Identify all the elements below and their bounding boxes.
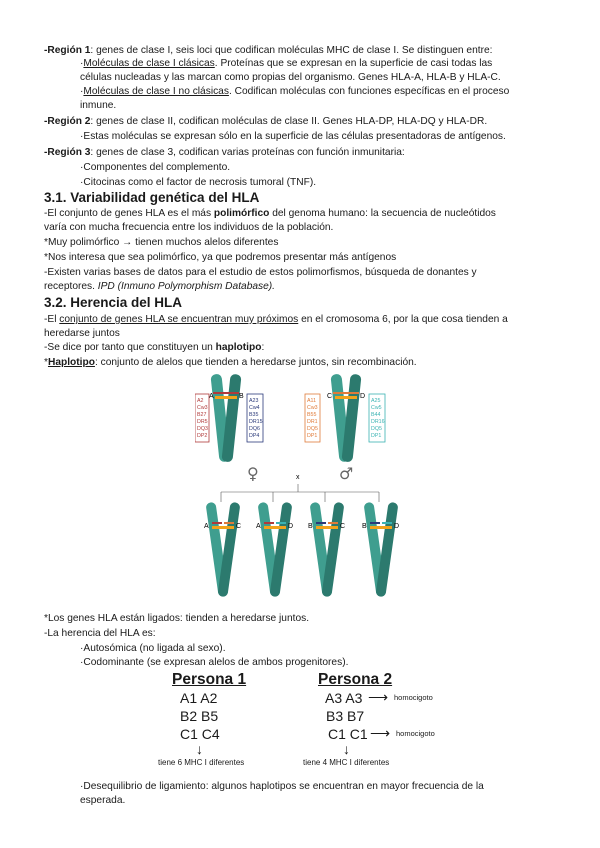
haplotipo-word: haplotipo: [215, 342, 262, 353]
haplotipo-def-word: Haplotipo: [47, 357, 95, 368]
father-label-c: C: [327, 393, 333, 400]
persona1-down-arrow-icon: ↓: [196, 741, 203, 757]
nonclassic-line: ·Moléculas de clase I no clásicas. Codifican moléculas con funciones específicas en el proceso: [80, 86, 510, 97]
svg-text:DQ6: DQ6: [249, 426, 260, 432]
s32-p1: -El conjunto de genes HLA se encuentran muy próximos en el cromosoma 6, por la que cosa tienden a: [44, 314, 508, 325]
s31-p4: -Existen varias bases de datos para el estudio de estos polimorfismos, búsqueda de donantes y: [44, 267, 477, 278]
final-t1: ·Desequilibrio de ligamiento: algunos haplotipos se encuentran en mayor frecuencia de la: [80, 781, 484, 792]
region2-line: [44, 115, 487, 128]
child4-right-label: D: [394, 523, 400, 530]
genes-proximos: conjunto de genes HLA se encuentran muy próximos: [59, 314, 299, 325]
svg-text:A11: A11: [307, 398, 317, 404]
classic-text2: células nucleadas y las marcan como propias del organismo. Genes HLA-A, HLA-B y HLA-C.: [80, 72, 501, 83]
s31-p1: -El conjunto de genes HLA es el más polimórfico del genoma humano: la secuencia de nucleótidos: [44, 208, 496, 219]
s32-p3: *Haplotipo: conjunto de alelos que tienden a heredarse juntos, sin recombinación.: [44, 357, 417, 368]
s31-p1d: varía con mucha frecuencia entre los individuos de la población.: [44, 222, 334, 233]
box1-alleles: [197, 398, 208, 439]
s31-p5: receptores. IPD (Inmuno Polymorphism Database).: [44, 281, 276, 292]
svg-text:DQ5: DQ5: [307, 426, 318, 432]
svg-text:DP1: DP1: [307, 433, 318, 439]
cross-symbol: x: [296, 474, 300, 481]
svg-text:Cw5: Cw5: [371, 405, 382, 411]
region1-line: [44, 44, 492, 57]
svg-text:Cw3: Cw3: [197, 405, 208, 411]
mother-label-b: B: [239, 393, 244, 400]
after-p1: *Los genes HLA están ligados: tienden a heredarse juntos.: [44, 613, 310, 624]
region2-label: -Región 2: [44, 116, 91, 127]
region1-text: : genes de clase I, seis loci que codifican moléculas MHC de clase I. Se distinguen entre:: [90, 45, 493, 56]
persona2-row-c: C1 C1: [328, 726, 368, 742]
child3-right-label: C: [340, 523, 346, 530]
male-symbol-icon: ♂: [339, 464, 354, 483]
region3-label: -Región 3: [44, 147, 91, 158]
svg-text:B35: B35: [249, 412, 259, 418]
persona2-down-arrow-icon: ↓: [343, 741, 350, 757]
nonclassic-text: . Codifican moléculas con funciones específicas en el proceso: [228, 86, 510, 97]
after-s1: ·Autosómica (no ligada al sexo).: [80, 643, 226, 654]
after-s2: ·Codominante (se expresan alelos de ambos progenitores).: [80, 657, 349, 668]
persona2-note: tiene 4 MHC I diferentes: [303, 758, 390, 767]
svg-text:DP4: DP4: [249, 433, 260, 439]
mother-chromosomes: [210, 374, 241, 463]
region2-text: : genes de clase II, codifican moléculas de clase II. Genes HLA-DP, HLA-DQ y HLA-DR.: [90, 116, 488, 127]
child-3: [310, 502, 345, 597]
svg-text:DR5: DR5: [197, 419, 208, 425]
homocigoto-label-2: homocigoto: [396, 729, 435, 738]
hla-inheritance-figure: [195, 366, 415, 606]
child1-right-label: C: [236, 523, 242, 530]
father-label-d: D: [360, 393, 366, 400]
svg-text:DQ5: DQ5: [371, 426, 382, 432]
homocigoto-arrow-icon-2: ⟶: [370, 725, 391, 741]
svg-text:DR16: DR16: [371, 419, 385, 425]
classic-line: ·Moléculas de clase I clásicas. Proteínas que se expresan en la superficie de casi todas las: [80, 58, 493, 69]
final-t2: esperada.: [80, 795, 126, 806]
region3-line: [44, 146, 405, 159]
s31-p3: *Nos interesa que sea polimórfico, ya que podremos presentar más antígenos: [44, 252, 397, 263]
region3-sub1: ·Componentes del complemento.: [80, 162, 231, 173]
child2-right-label: D: [288, 523, 294, 530]
child1-left-label: A: [204, 523, 209, 530]
section-3-1-title: 3.1. Variabilidad genética del HLA: [44, 190, 260, 205]
persona2-row-b: B3 B7: [326, 708, 365, 724]
svg-text:A23: A23: [249, 398, 259, 404]
polimorfico-word: polimórfico: [213, 208, 270, 219]
child-1: [206, 502, 241, 597]
homocigoto-arrow-icon-1: ⟶: [368, 689, 389, 705]
persona1-note: tiene 6 MHC I diferentes: [158, 758, 245, 767]
classic-title: Moléculas de clase I clásicas: [83, 58, 215, 69]
region1-label: -Región 1: [44, 45, 91, 56]
persona2-title: Persona 2: [318, 671, 393, 688]
homocigoto-label-1: homocigoto: [394, 693, 433, 702]
svg-text:Cw4: Cw4: [249, 405, 260, 411]
svg-text:DQ3: DQ3: [197, 426, 208, 432]
svg-text:DP2: DP2: [197, 433, 208, 439]
inheritance-connector: [221, 484, 379, 502]
child-4: [364, 502, 399, 597]
svg-text:B44: B44: [371, 412, 381, 418]
father-chromosomes: [330, 374, 361, 463]
svg-text:A25: A25: [371, 398, 381, 404]
svg-text:DR15: DR15: [249, 419, 263, 425]
section-3-2-title: 3.2. Herencia del HLA: [44, 295, 183, 310]
ipd-reference: IPD (Inmuno Polymorphism Database).: [97, 281, 276, 292]
box4-alleles: [371, 398, 385, 439]
nonclassic-text2: inmune.: [80, 100, 117, 111]
child3-left-label: B: [308, 523, 313, 530]
svg-text:B27: B27: [197, 412, 207, 418]
svg-text:DP1: DP1: [371, 433, 382, 439]
s32-p1d: heredarse juntos: [44, 328, 120, 339]
after-p2: -La herencia del HLA es:: [44, 628, 156, 639]
child4-left-label: B: [362, 523, 367, 530]
persona1-row-c: C1 C4: [180, 726, 220, 742]
nonclassic-title: Moléculas de clase I no clásicas: [83, 86, 229, 97]
child2-left-label: A: [256, 523, 261, 530]
s31-p2: *Muy polimórfico → tienen muchos alelos diferentes: [44, 237, 279, 248]
persona1-row-b: B2 B5: [180, 708, 219, 724]
child-2: [258, 502, 293, 597]
svg-text:Cw3: Cw3: [307, 405, 318, 411]
region3-text: : genes de clase 3, codifican varias proteínas con función inmunitaria:: [90, 147, 405, 158]
persona1-title: Persona 1: [172, 671, 247, 688]
svg-text:DR1: DR1: [307, 419, 318, 425]
persona1-row-a: A1 A2: [180, 690, 218, 706]
region3-sub2: ·Citocinas como el factor de necrosis tumoral (TNF).: [80, 177, 317, 188]
box2-alleles: [249, 398, 263, 439]
classic-text: . Proteínas que se expresan en la superficie de casi todas las: [214, 58, 493, 69]
persona2-row-a: A3 A3: [325, 690, 363, 706]
svg-text:B55: B55: [307, 412, 317, 418]
svg-text:A2: A2: [197, 398, 204, 404]
s32-p2: -Se dice por tanto que constituyen un haplotipo:: [44, 342, 265, 353]
region2-sub: ·Estas moléculas se expresan sólo en la superficie de las células presentadoras de antígenos.: [80, 131, 506, 142]
female-symbol-icon: ♀: [247, 464, 259, 483]
box3-alleles: [307, 398, 318, 439]
mother-label-a: A: [209, 393, 214, 400]
